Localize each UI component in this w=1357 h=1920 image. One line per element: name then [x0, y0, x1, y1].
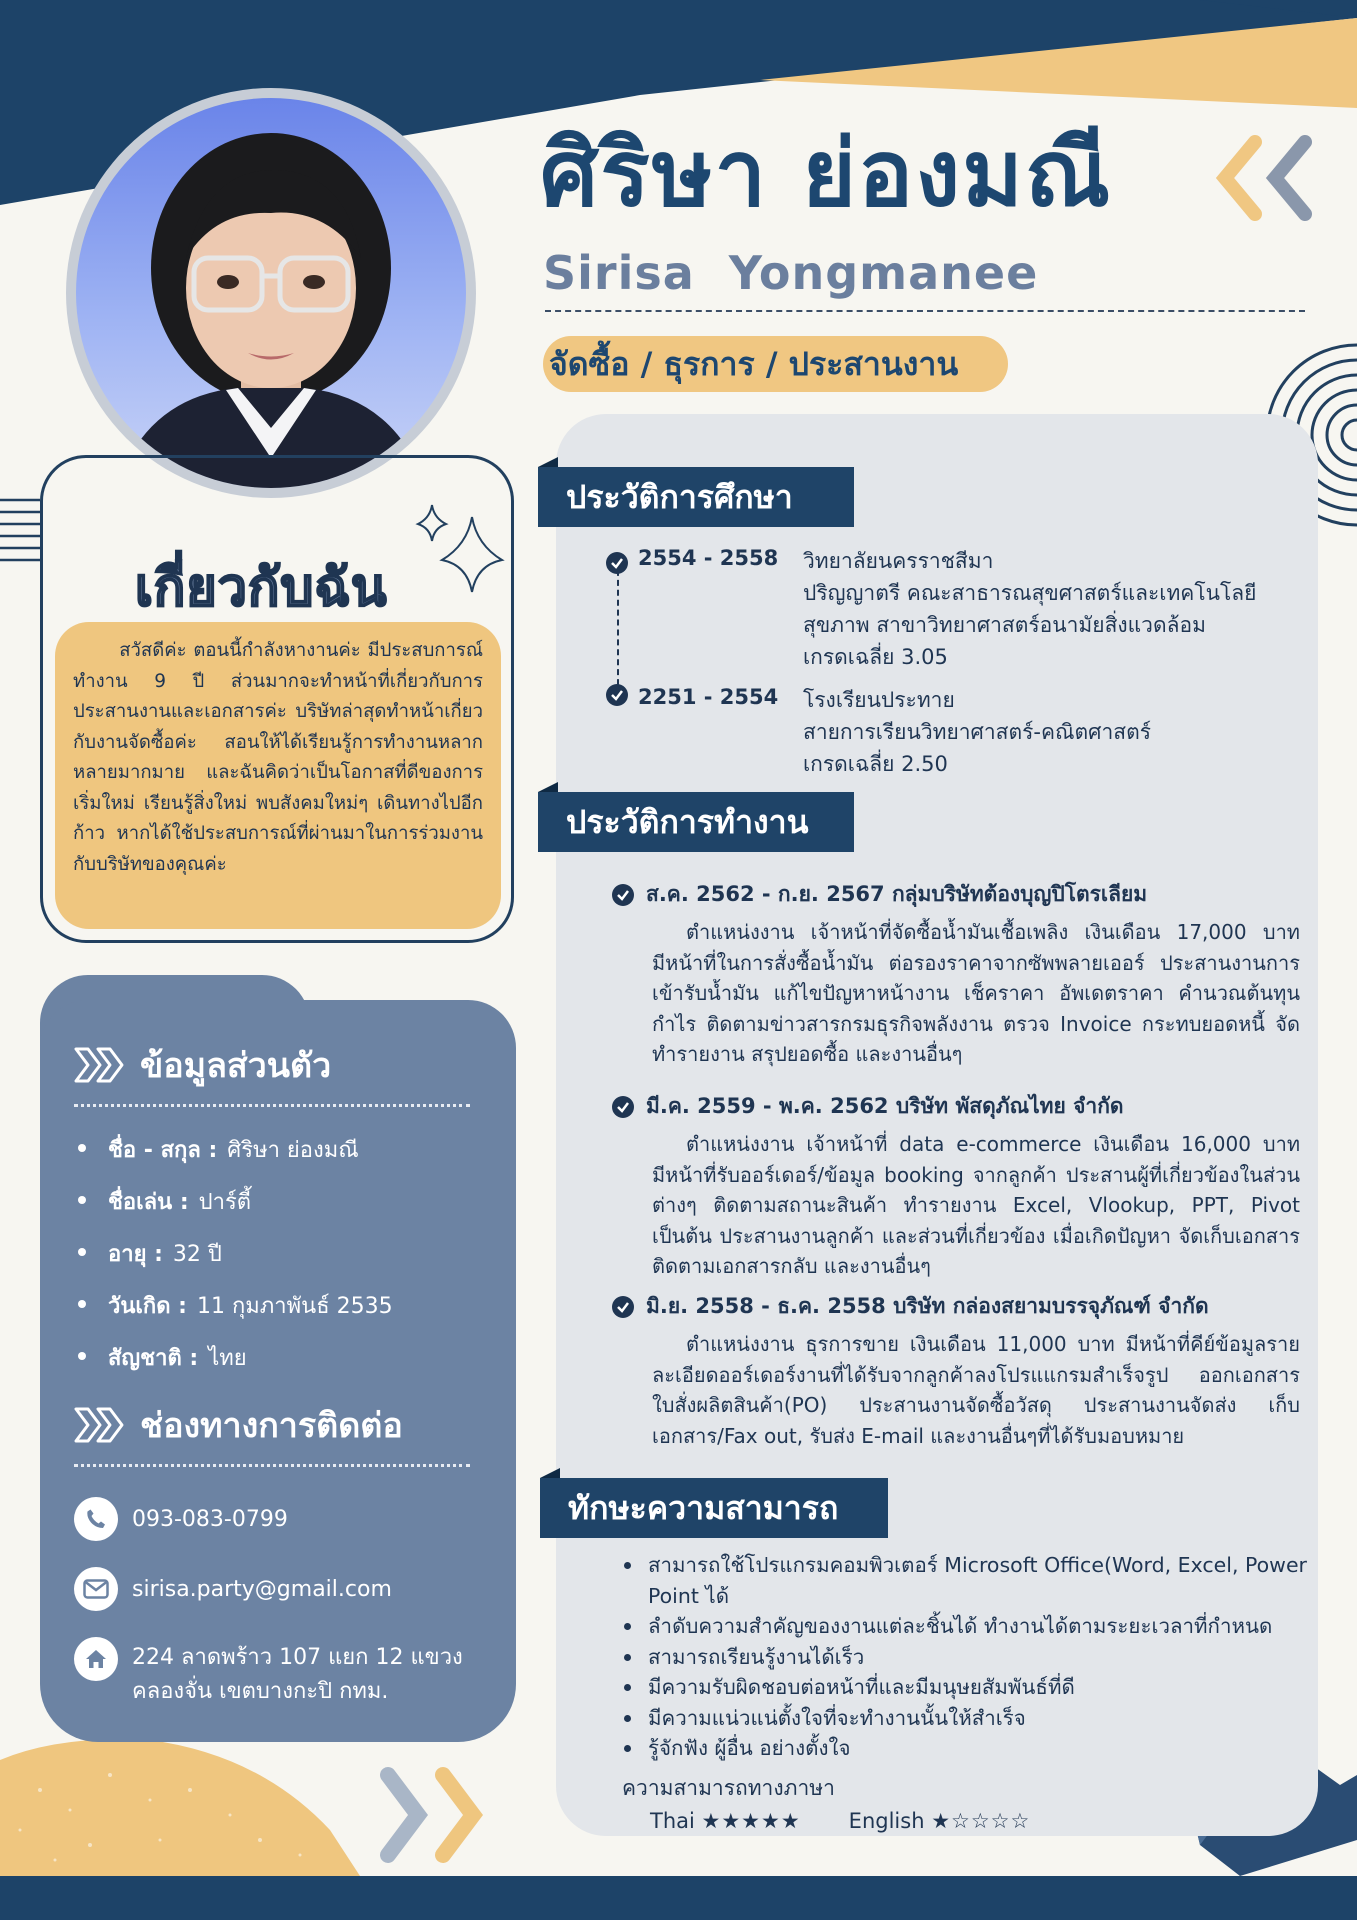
education-line: วิทยาลัยนครราชสีมา — [803, 549, 994, 573]
job-heading: มี.ค. 2559 - พ.ค. 2562 บริษัท พัสดุภัณไทย จำกัด — [646, 1094, 1124, 1118]
education-line: โรงเรียนประทาย — [803, 688, 955, 712]
skills-section — [620, 1550, 1310, 1833]
profile-photo — [66, 88, 476, 498]
job-heading: มิ.ย. 2558 - ธ.ค. 2558 บริษัท กล่องสยามบรรจุภัณฑ์ จำกัด — [646, 1294, 1209, 1318]
skills-title: ทักษะความสามารถ — [568, 1488, 839, 1527]
contact-title: ช่องทางการติดต่อ — [140, 1406, 403, 1446]
job-description: ตำแหน่งงาน เจ้าหน้าที่ data e-commerce เงินเดือน 16,000 บาท มีหน้าที่รับออร์เดอร์/ข้อมูล booking จากลูกค้า ประสานผู้ที่เกี่ยวข้องในส่วนต่างๆ ติดตามสถานะสินค้า ทำรายงาน Excel, Vlookup, PPT, Pivot เป็นต้น ประสานงานลูกค้า และส่วนที่เกี่ยวข้อง เมื่อเกิดปัญหา จัดเก็บเอกสาร ติดตามเอกสารกลับ และงานอื่นๆ — [652, 1132, 1300, 1278]
personal-section — [74, 1038, 470, 1383]
list-item — [74, 1175, 470, 1227]
list-item: รู้จักฟัง ผู้อื่น อย่างตั้งใจ — [620, 1733, 1310, 1764]
list-item: สามารถใช้โปรแกรมคอมพิวเตอร์ Microsoft Office(Word, Excel, Power Point ได้ — [620, 1550, 1310, 1611]
personal-list — [74, 1123, 470, 1383]
address-line-1: 224 ลาดพร้าว 107 แยก 12 แขวง — [132, 1645, 463, 1670]
about-box — [55, 622, 501, 929]
job-heading: ส.ค. 2562 - ก.ย. 2567 กลุ่มบริษัทต้องบุญปิโตรเลียม — [646, 882, 1148, 906]
list-item: สามารถเรียนรู้งานได้เร็ว — [620, 1642, 1310, 1673]
language-title: ความสามารถทางภาษา — [622, 1775, 835, 1800]
language-thai — [650, 1809, 801, 1833]
education-line: ปริญญาตรี คณะสาธารณสุขศาสตร์และเทคโนโลยี — [803, 581, 1257, 605]
language-english — [849, 1809, 1031, 1833]
personal-divider — [74, 1104, 470, 1107]
check-icon — [606, 552, 628, 574]
language-ratings — [650, 1809, 1310, 1833]
name-english: Sirisa Yongmanee — [543, 246, 1039, 300]
info-value: ไทย — [208, 1345, 247, 1371]
skills-header — [540, 1478, 888, 1538]
star-rating: ★★★★★ — [701, 1808, 801, 1833]
skills-list — [620, 1550, 1310, 1764]
double-chevron-icon — [74, 1405, 126, 1445]
phone-icon — [74, 1497, 118, 1541]
check-icon — [612, 884, 634, 906]
education-years: 2251 - 2554 — [638, 685, 779, 709]
education-details — [803, 684, 1151, 780]
education-line: เกรดเฉลี่ย 2.50 — [803, 752, 948, 776]
education-line: สุขภาพ สาขาวิทยาศาสตร์อนามัยสิ่งแวดล้อม — [803, 613, 1206, 637]
education-line: สายการเรียนวิทยาศาสตร์-คณิตศาสตร์ — [803, 720, 1152, 744]
list-item: มีความแน่วแน่ตั้งใจที่จะทำงานนั้นให้สำเร็จ — [620, 1703, 1310, 1734]
info-label: อายุ : — [108, 1241, 163, 1267]
home-icon — [74, 1637, 118, 1681]
role-text: จัดซื้อ / ธุรการ / ประสานงาน — [549, 344, 959, 383]
info-label: สัญชาติ : — [108, 1345, 199, 1371]
list-item — [74, 1227, 470, 1279]
language-name: English — [848, 1808, 925, 1833]
work-item — [612, 1290, 1300, 1451]
work-item — [612, 1090, 1300, 1282]
list-item — [74, 1279, 470, 1331]
info-value: 32 ปี — [172, 1241, 222, 1267]
info-label: วันเกิด : — [108, 1293, 187, 1319]
personal-title: ข้อมูลส่วนตัว — [140, 1046, 332, 1086]
mail-icon — [74, 1567, 118, 1611]
work-item — [612, 878, 1300, 1070]
check-icon — [612, 1296, 634, 1318]
info-value: 11 กุมภาพันธ์ 2535 — [196, 1293, 393, 1319]
list-item: มีความรับผิดชอบต่อหน้าที่และมีมนุษยสัมพันธ์ที่ดี — [620, 1672, 1310, 1703]
list-item — [74, 1123, 470, 1175]
contact-address — [74, 1637, 470, 1709]
info-label: ชื่อ - สกุล : — [108, 1137, 218, 1163]
education-item — [606, 684, 1151, 780]
info-value: ศิริษา ย่องมณี — [227, 1137, 359, 1163]
role-badge — [543, 336, 1008, 392]
phone-text: 093-083-0799 — [132, 1506, 288, 1532]
education-header — [538, 467, 854, 527]
double-chevron-icon — [74, 1045, 126, 1085]
email-text: sirisa.party@gmail.com — [132, 1576, 392, 1602]
header-divider — [545, 310, 1305, 312]
contact-email[interactable] — [74, 1567, 470, 1611]
education-years: 2554 - 2558 — [638, 546, 779, 570]
education-details — [803, 545, 1256, 673]
list-item — [74, 1331, 470, 1383]
check-icon — [606, 684, 628, 706]
contact-section — [74, 1398, 470, 1709]
about-text: สวัสดีค่ะ ตอนนี้กำลังหางานค่ะ มีประสบการณ์ทำงาน 9 ปี ส่วนมากจะทำหน้าที่เกี่ยวกับการประสานงานและเอกสารค่ะ บริษัทล่าสุดทำหน้าเกี่ยวกับงานจัดซื้อค่ะ สอนให้ได้เรียนรู้การทำงานหลากหลายมากมาย และฉันคิดว่าเป็นโอกาสที่ดีของการเริ่มใหม่ เรียนรู้สิ่งใหม่ พบสังคมใหม่ๆ เดินทางไปอีกก้าว หากได้ใช้ประสบการณ์ที่ผ่านมาในการร่วมงานกับบริษัทของคุณค่ะ — [73, 640, 483, 875]
star-rating: ★☆☆☆☆ — [931, 1808, 1031, 1833]
education-title: ประวัติการศึกษา — [566, 477, 793, 516]
about-title: เกี่ยวกับฉัน — [135, 558, 388, 618]
education-item — [606, 545, 1256, 673]
list-item: ลำดับความสำคัญของงานแต่ละชิ้นได้ ทำงานได้ตามระยะเวลาที่กำหนด — [620, 1611, 1310, 1642]
language-name: Thai — [650, 1808, 695, 1833]
address-line-2: คลองจั่น เขตบางกะปิ กทม. — [132, 1679, 389, 1704]
info-label: ชื่อเล่น : — [108, 1189, 189, 1215]
info-value: ปาร์ตี้ — [198, 1189, 252, 1215]
contact-phone[interactable] — [74, 1497, 470, 1541]
avatar — [76, 98, 466, 488]
work-header — [538, 792, 854, 852]
job-description: ตำแหน่งงาน เจ้าหน้าที่จัดซื้อน้ำมันเชื้อเพลิง เงินเดือน 17,000 บาท มีหน้าที่ในการสั่งซื้อน้ำมัน ต่อรองราคาจากซัพพลายเออร์ ประสานงานการเข้ารับน้ำมัน แก้ไขปัญหาหน้างาน เช็คราคา อัพเดตราคา คำนวณต้นทุน กำไร ติดตามข่าวสารกรมธุรกิจพลังงาน ตรวจ Invoice กระทบยอดหนี้ จัดทำรายงาน สรุปยอดซื้อ และงานอื่นๆ — [652, 920, 1300, 1066]
name-thai: ศิริษา ย่องมณี — [540, 120, 1113, 227]
education-line: เกรดเฉลี่ย 3.05 — [803, 645, 948, 669]
contact-divider — [74, 1464, 470, 1467]
check-icon — [612, 1096, 634, 1118]
job-description: ตำแหน่งงาน ธุรการขาย เงินเดือน 11,000 บาท มีหน้าที่คีย์ข้อมูลรายละเอียดออร์เดอร์งานที่ได้รับจากลูกค้าลงโปรแแกรมสำเร็จรูป ออกเอกสารใบสั่งผลิตสินค้า(PO) ประสานงานจัดซื้อวัสดุ ประสานงานจัดส่ง เก็บเอกสาร/Fax out, รับส่ง E-mail และงานอื่นๆที่ได้รับมอบหมาย — [652, 1332, 1300, 1448]
work-title: ประวัติการทำงาน — [566, 802, 809, 841]
